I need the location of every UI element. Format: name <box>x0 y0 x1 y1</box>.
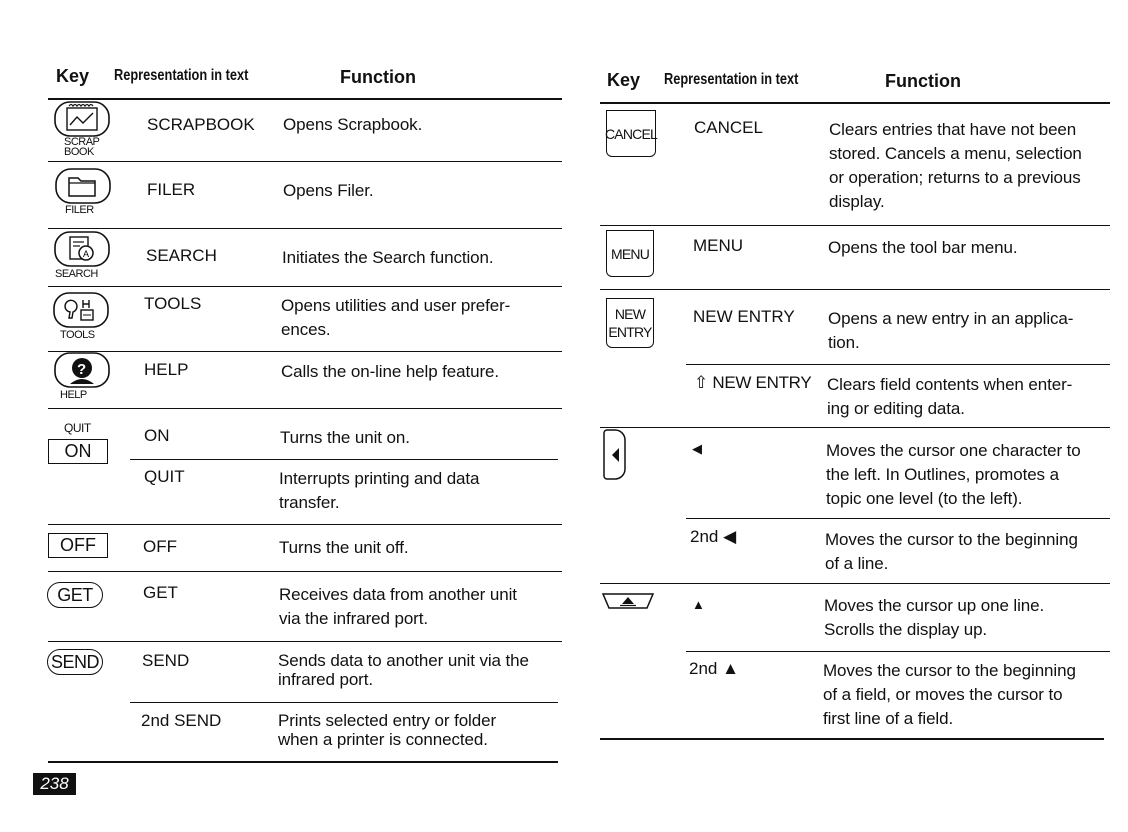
rep-new-entry: NEW ENTRY <box>693 307 795 326</box>
send-key[interactable]: SEND <box>47 649 103 675</box>
fn-up-arrow: Moves the cursor up one line. Scrolls the display up. <box>824 596 1045 639</box>
cancel-key[interactable]: CANCEL <box>606 110 656 157</box>
fn-2nd-send: Prints selected entry or folder when a printer is connected. <box>278 711 496 749</box>
rep-cancel: CANCEL <box>694 118 763 137</box>
fn-scrapbook: Opens Scrapbook. <box>283 115 423 134</box>
tools-icon[interactable] <box>53 292 111 328</box>
fn-left-arrow: Moves the cursor one character to the left. In Outlines, promotes a topic one level (to the left). <box>826 441 1081 508</box>
rep-send: SEND <box>142 651 190 670</box>
scrapbook-icon[interactable] <box>53 101 113 137</box>
get-key[interactable]: GET <box>47 582 103 608</box>
filer-icon[interactable] <box>55 168 113 204</box>
fn-off: Turns the unit off. <box>279 538 409 557</box>
left-header-representation: Representation in text <box>114 67 249 84</box>
rep-tools: TOOLS <box>144 294 202 313</box>
fn-on: Turns the unit on. <box>280 428 410 447</box>
svg-text:A: A <box>83 249 90 259</box>
fn-search: Initiates the Search function. <box>282 248 494 267</box>
new-entry-key[interactable]: NEW ENTRY <box>606 298 654 348</box>
right-header-representation: Representation in text <box>664 71 799 88</box>
left-arrow-key-icon[interactable] <box>603 428 627 484</box>
rep-on: ON <box>144 426 170 445</box>
svg-text:?: ? <box>77 361 87 378</box>
rep-2nd-send: 2nd SEND <box>141 711 222 730</box>
fn-new-entry: Opens a new entry in an applica- tion. <box>828 309 1074 352</box>
rep-menu: MENU <box>693 236 744 255</box>
right-header-key: Key <box>607 70 641 90</box>
left-header-key: Key <box>56 66 90 86</box>
right-header-function: Function <box>885 71 961 91</box>
fn-get: Receives data from another unit via the infrared port. <box>279 585 517 628</box>
fn-send: Sends data to another unit via the infrared port. <box>278 651 529 689</box>
help-icon[interactable] <box>54 352 112 388</box>
search-key-label: SEARCH <box>55 268 98 280</box>
fn-tools: Opens utilities and user prefer- ences. <box>281 296 511 339</box>
filer-key-label: FILER <box>65 204 94 216</box>
menu-key[interactable]: MENU <box>606 230 654 277</box>
left-header-function: Function <box>340 67 416 87</box>
fn-menu: Opens the tool bar menu. <box>828 238 1018 257</box>
help-key-label: HELP <box>60 389 87 401</box>
rep-help: HELP <box>144 360 189 379</box>
fn-quit: Interrupts printing and data transfer. <box>279 469 480 512</box>
rep-off: OFF <box>143 537 177 556</box>
rep-scrapbook: SCRAPBOOK <box>147 115 255 134</box>
fn-filer: Opens Filer. <box>283 181 374 200</box>
rep-shift-new-entry: ⇧ NEW ENTRY <box>694 373 812 392</box>
fn-shift-new-entry: Clears field contents when enter- ing or editing data. <box>827 375 1073 418</box>
on-key[interactable]: ON <box>48 439 108 464</box>
rep-left-arrow: ◀ <box>692 441 702 456</box>
scrapbook-key-label: SCRAP BOOK <box>64 136 100 158</box>
rep-2nd-left-arrow: 2nd ◀ <box>690 527 737 546</box>
fn-cancel: Clears entries that have not been stored. Cancels a menu, selection or operation; returns to a previous display. <box>829 120 1082 211</box>
rep-quit: QUIT <box>144 467 185 486</box>
fn-2nd-left-arrow: Moves the cursor to the beginning of a line. <box>825 530 1078 573</box>
quit-key-label: QUIT <box>64 421 91 435</box>
rep-search: SEARCH <box>146 246 217 265</box>
rep-get: GET <box>143 583 178 602</box>
rep-filer: FILER <box>147 180 196 199</box>
search-icon[interactable] <box>54 231 112 267</box>
left-header-rule <box>48 98 562 100</box>
rep-up-arrow: ▲ <box>692 597 705 612</box>
rep-2nd-up-arrow: 2nd ▲ <box>689 659 739 678</box>
page-number: 238 <box>33 773 76 795</box>
fn-2nd-up-arrow: Moves the cursor to the beginning of a field, or moves the cursor to first line of a field. <box>823 661 1076 728</box>
up-arrow-key-icon[interactable] <box>601 592 655 610</box>
tools-key-label: TOOLS <box>60 329 95 341</box>
fn-help: Calls the on-line help feature. <box>281 362 500 381</box>
off-key[interactable]: OFF <box>48 533 108 558</box>
